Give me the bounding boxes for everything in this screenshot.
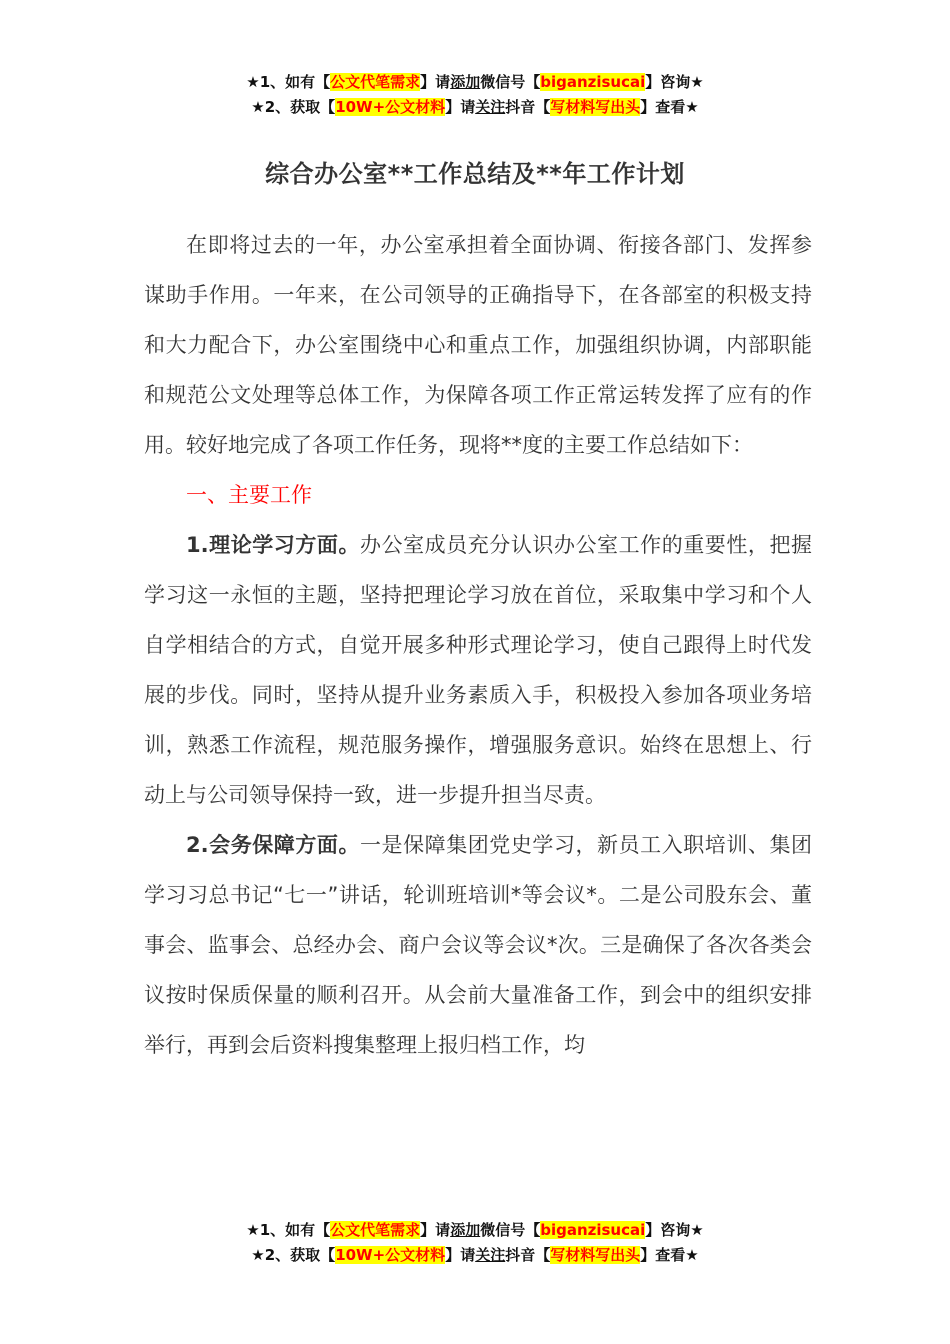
- banner-line-2: [0, 1243, 950, 1268]
- banner-underlined-text: 添加: [450, 1221, 481, 1239]
- banner-text: 】查看★: [640, 98, 699, 116]
- banner-highlight: 写材料写出头: [550, 98, 641, 116]
- banner-highlight: 写材料写出头: [550, 1246, 641, 1264]
- banner-text: ★2、获取【: [251, 98, 336, 116]
- banner-highlight: biganzisucai: [540, 1221, 646, 1239]
- top-banner: [0, 70, 950, 120]
- banner-text: 】咨询★: [645, 73, 704, 91]
- section-heading: 一、主要工作: [186, 483, 312, 507]
- item-2-paragraph: [144, 820, 812, 1070]
- banner-text: 抖音【: [505, 98, 551, 116]
- item-2-lead: 2.会务保障方面。: [186, 833, 360, 857]
- banner-text: 微信号【: [480, 1221, 541, 1239]
- banner-text: 】请: [445, 98, 476, 116]
- banner-highlight: 10W+公文材料: [335, 98, 446, 116]
- banner-text: 】请: [420, 73, 451, 91]
- banner-text: 】请: [445, 1246, 476, 1264]
- banner-underlined-text: 关注: [475, 98, 506, 116]
- banner-highlight: 公文代笔需求: [330, 1221, 421, 1239]
- banner-text: ★1、如有【: [246, 1221, 331, 1239]
- banner-text: 】请: [420, 1221, 451, 1239]
- banner-text: 抖音【: [505, 1246, 551, 1264]
- document-title: 综合办公室**工作总结及**年工作计划: [265, 160, 685, 188]
- banner-highlight: biganzisucai: [540, 73, 646, 91]
- banner-text: ★1、如有【: [246, 73, 331, 91]
- banner-highlight: 10W+公文材料: [335, 1246, 446, 1264]
- banner-text: 微信号【: [480, 73, 541, 91]
- item-1-lead: 1.理论学习方面。: [186, 533, 360, 557]
- banner-line-1: [0, 1218, 950, 1243]
- banner-text: 】咨询★: [645, 1221, 704, 1239]
- item-1-text: 办公室成员充分认识办公室工作的重要性，把握学习这一永恒的主题，坚持把理论学习放在首位，采取集中学习和个人自学相结合的方式，自觉开展多种形式理论学习，使自己跟得上时代发展的步伐。同时，坚持从提升业务素质入手，积极投入参加各项业务培训，熟悉工作流程，规范服务操作，增强服务意识。始终在思想上、行动上与公司领导保持一致，进一步提升担当尽责。: [144, 533, 813, 807]
- document-body: [144, 220, 812, 1070]
- banner-line-1: [0, 70, 950, 95]
- bottom-banner: [0, 1218, 950, 1268]
- banner-highlight: 公文代笔需求: [330, 73, 421, 91]
- banner-underlined-text: 关注: [475, 1246, 506, 1264]
- banner-text: ★2、获取【: [251, 1246, 336, 1264]
- intro-paragraph: 在即将过去的一年，办公室承担着全面协调、衔接各部门、发挥参谋助手作用。一年来，在公司领导的正确指导下，在各部室的积极支持和大力配合下，办公室围绕中心和重点工作，加强组织协调，内部职能和规范公文处理等总体工作，为保障各项工作正常运转发挥了应有的作用。较好地完成了各项工作任务，现将**度的主要工作总结如下：: [144, 233, 812, 457]
- banner-underlined-text: 添加: [450, 73, 481, 91]
- banner-text: 】查看★: [640, 1246, 699, 1264]
- banner-line-2: [0, 95, 950, 120]
- item-2-text: 一是保障集团党史学习，新员工入职培训、集团学习习总书记“七一”讲话，轮训班培训*等会议*。二是公司股东会、董事会、监事会、总经办会、商户会议等会议*次。三是确保了各次各类会议按时保质保量的顺利召开。从会前大量准备工作，到会中的组织安排举行，再到会后资料搜集整理上报归档工作，均: [144, 833, 813, 1057]
- item-1-paragraph: [144, 520, 812, 820]
